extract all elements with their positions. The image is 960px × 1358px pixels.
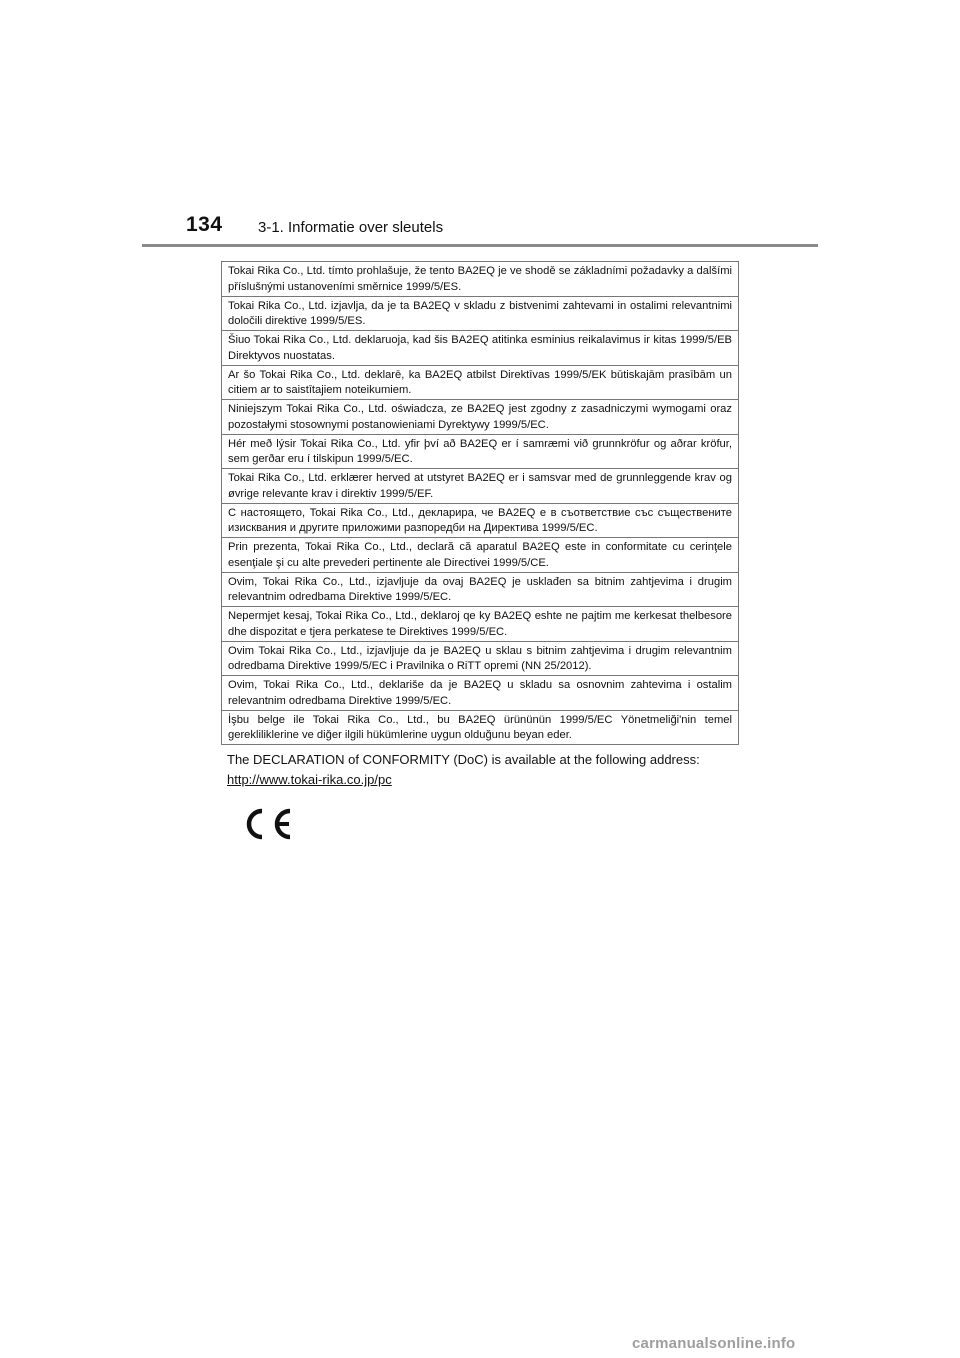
declaration-turkish: İşbu belge ile Tokai Rika Co., Ltd., bu BA2EQ ürününün 1999/5/EC Yönetmeliği'nin temel gerekliliklerine ve diğer ilgili hükümlerine uygun olduğunu beyan eder. — [222, 711, 738, 746]
page-number: 134 — [186, 213, 223, 236]
doc-statement: The DECLARATION of CONFORMITY (DoC) is available at the following address: — [227, 752, 700, 767]
declaration-polish: Niniejszym Tokai Rika Co., Ltd. oświadcza, ze BA2EQ jest zgodny z zasadniczymi wymogami oraz pozostałymi stosownymi postanowieniami Dyrektywy 1999/5/EC. — [222, 400, 738, 435]
ce-mark-icon — [240, 806, 296, 842]
declaration-serbian: Ovim, Tokai Rika Co., Ltd., deklariše da je BA2EQ u skladu sa osnovnim zahtevima i ostalim relevantnim odredbama Direktive 1999/5/EC. — [222, 676, 738, 711]
declaration-icelandic: Hér með lýsir Tokai Rika Co., Ltd. yfir því að BA2EQ er í samræmi við grunnkröfur og aðrar kröfur, sem gerðar eru í tilskipun 1999/5/EC. — [222, 435, 738, 470]
header-rule — [142, 244, 818, 247]
declaration-czech: Tokai Rika Co., Ltd. tímto prohlašuje, že tento BA2EQ je ve shodě se základními požadavky a dalšími příslušnými ustanoveními směrnice 1999/5/ES. — [222, 262, 738, 297]
declaration-bosnian: Ovim, Tokai Rika Co., Ltd., izjavljuje da ovaj BA2EQ je usklađen sa bitnim zahtjevima i drugim relevantnim odredbama Direktive 1999/5/EC. — [222, 573, 738, 608]
declaration-norwegian: Tokai Rika Co., Ltd. erklærer herved at utstyret BA2EQ er i samsvar med de grunnleggende krav og øvrige relevante krav i direktiv 1999/5/EF. — [222, 469, 738, 504]
declaration-lithuanian: Šiuo Tokai Rika Co., Ltd. deklaruoja, kad šis BA2EQ atitinka esminius reikalavimus ir kitas 1999/5/EB Direktyvos nuostatas. — [222, 331, 738, 366]
declaration-romanian: Prin prezenta, Tokai Rika Co., Ltd., declară că aparatul BA2EQ este in conformitate cu cerinţele esenţiale şi cu alte prevederi pertinente ale Directivei 1999/5/CE. — [222, 538, 738, 573]
declaration-slovenian: Tokai Rika Co., Ltd. izjavlja, da je ta BA2EQ v skladu z bistvenimi zahtevami in ostalimi relevantnimi določili direktive 1999/5/ES. — [222, 297, 738, 332]
watermark: carmanualsonline.info — [632, 1335, 796, 1352]
declaration-croatian: Ovim Tokai Rika Co., Ltd., izjavljuje da je BA2EQ u sklau s bitnim zahtjevima i drugim relevantnim odredbama Direktive 1999/5/EC i Pravilnika o RiTT opremi (NN 25/2012). — [222, 642, 738, 677]
declaration-latvian: Ar šo Tokai Rika Co., Ltd. deklarē, ka BA2EQ atbilst Direktīvas 1999/5/EK būtiskajām prasībām un citiem ar to saistītajiem noteikumiem. — [222, 366, 738, 401]
doc-url-link[interactable]: http://www.tokai-rika.co.jp/pc — [227, 772, 392, 787]
declaration-albanian: Nepermjet kesaj, Tokai Rika Co., Ltd., deklaroj qe ky BA2EQ eshte ne pajtim me kerkesat thelbesore dhe dispozitat e tjera perkatese te Direktives 1999/5/EC. — [222, 607, 738, 642]
section-title: 3-1. Informatie over sleutels — [258, 219, 444, 236]
declaration-bulgarian: С настоящето, Tokai Rika Co., Ltd., декларира, че BA2EQ е в съответствие със съществените изисквания и другите приложими разпоредби на Директива 1999/5/ЕС. — [222, 504, 738, 539]
declaration-table — [221, 261, 739, 745]
